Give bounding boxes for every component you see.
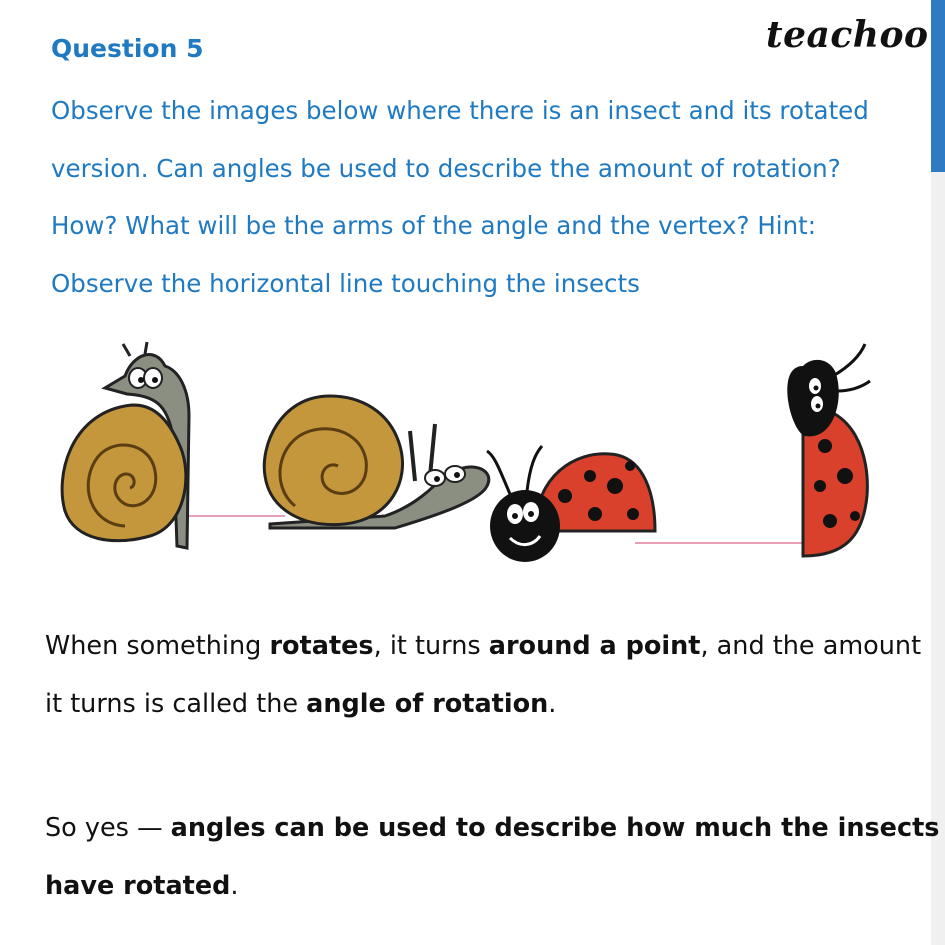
answer-paragraph-1 [45,618,925,733]
question-line: version. Can angles be used to describe the amount of rotation? [51,153,841,183]
insects-rotation-figure [55,336,885,571]
answer-text: , and the amount [700,631,922,661]
answer-text: So yes — [45,813,171,843]
question-line: How? What will be the arms of the angle and the vertex? Hint: [51,211,816,240]
answer-text: When something [45,631,270,661]
answer-bold-text: angles can be used to describe how much the insects [170,813,940,843]
teachoo-logo: teachoo [766,14,929,56]
answer-bold-text: angle of rotation [306,688,549,719]
scrollbar-thumb[interactable] [931,0,945,172]
answer-paragraph-2 [45,800,940,915]
answer-text: . [230,870,239,901]
ladybug-horizontal-image [487,446,655,562]
answer-text: it turns is called the [45,688,307,719]
answer-line [45,676,925,734]
question-text [51,82,921,312]
answer-text: . [548,688,557,719]
question-title: Question 5 [51,34,204,63]
scrollbar[interactable] [931,0,945,945]
answer-line [45,858,925,916]
answer-line [45,618,925,676]
answer-line [45,800,940,858]
question-line: Observe the horizontal line touching the insects [51,268,640,298]
snail-upright-image [62,342,189,548]
snail-horizontal-image [264,396,489,528]
ladybug-upright-image [787,344,870,556]
answer-bold-text: rotates [269,631,374,661]
answer-text: , it turns [373,631,489,661]
answer-bold-text: have rotated [45,870,231,901]
question-line: Observe the images below where there is an insect and its rotated [51,96,869,125]
answer-bold-text: around a point [488,631,701,661]
